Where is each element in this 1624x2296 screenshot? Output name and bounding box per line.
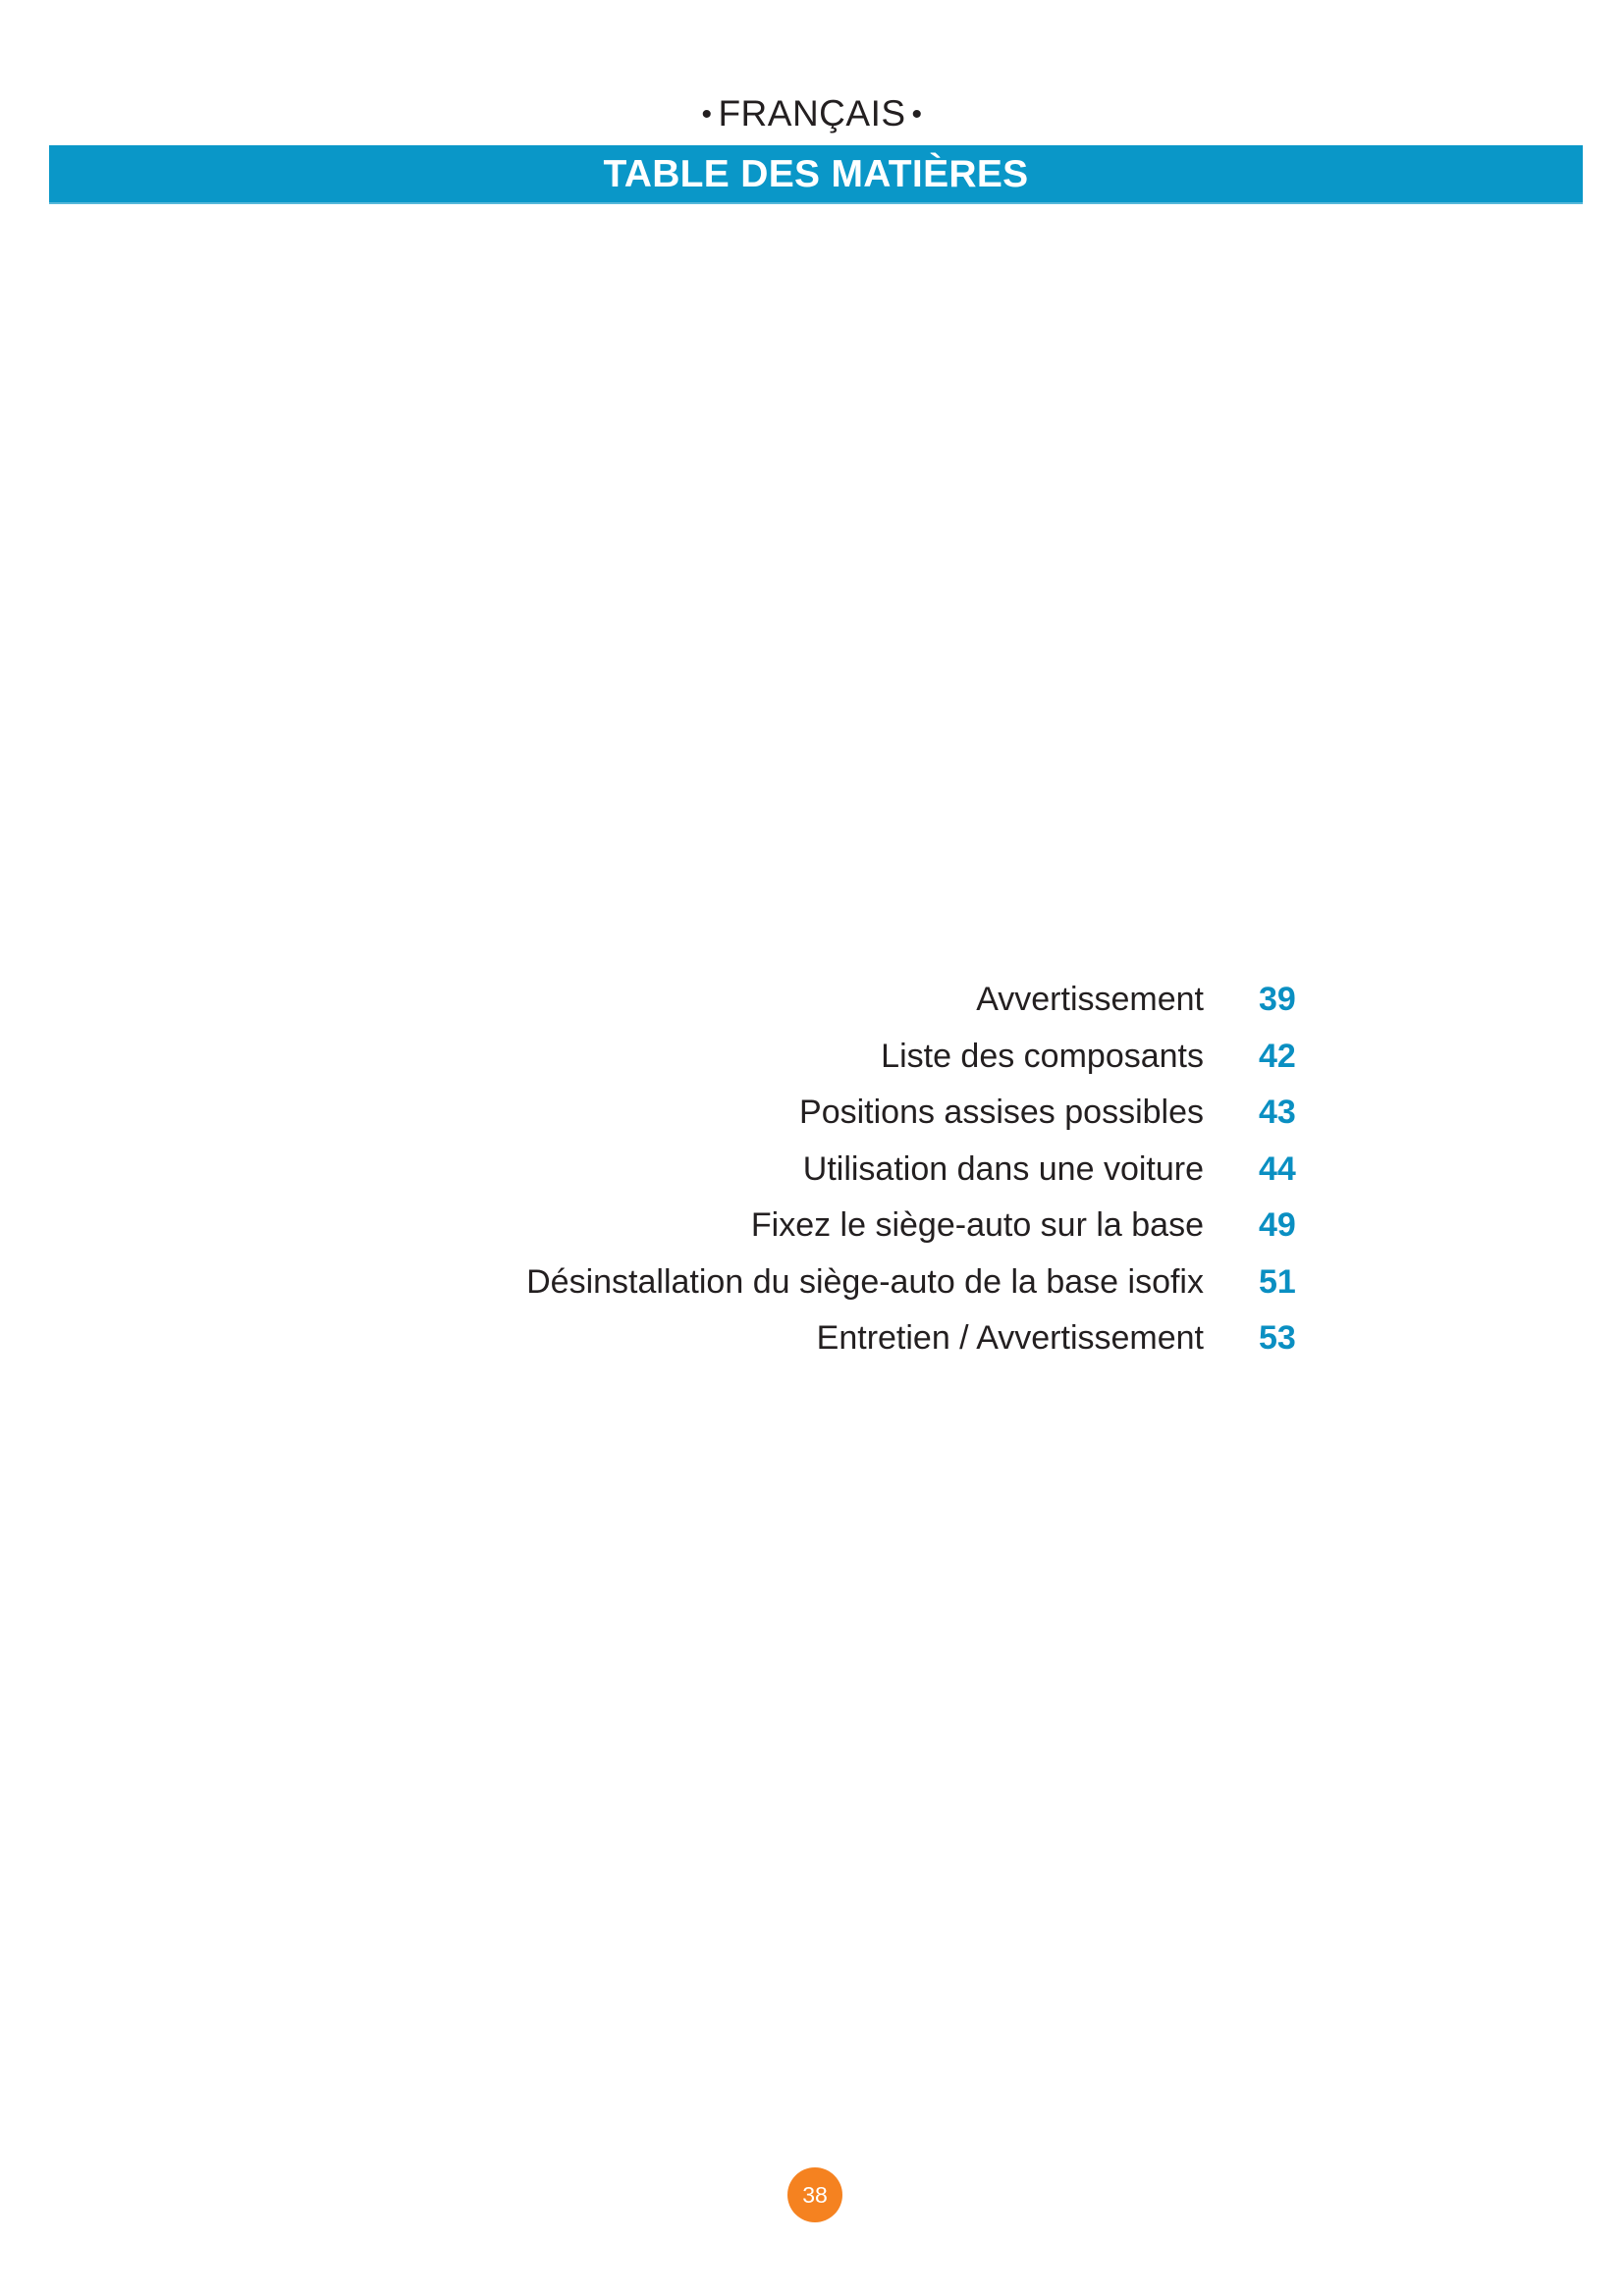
table-of-contents [0, 976, 1624, 1371]
page-number-badge: 38 [787, 2167, 842, 2222]
bullet-right: • [911, 98, 923, 131]
language-label: FRANÇAIS [718, 93, 906, 133]
toc-entry-label: Entretien / Avvertissement [816, 1319, 1204, 1357]
toc-entry-page: 39 [1259, 981, 1296, 1018]
toc-entry[interactable] [0, 976, 1624, 1033]
toc-entry-label: Avvertissement [976, 981, 1204, 1018]
toc-entry[interactable] [0, 1146, 1624, 1202]
toc-entry-label: Fixez le siège-auto sur la base [750, 1206, 1204, 1244]
toc-entry-page: 51 [1259, 1262, 1296, 1301]
toc-entry[interactable] [0, 1033, 1624, 1090]
toc-entry-label: Positions assises possibles [799, 1094, 1204, 1131]
toc-entry[interactable] [0, 1314, 1624, 1371]
toc-entry[interactable] [0, 1089, 1624, 1146]
title-bar [49, 145, 1583, 204]
toc-entry-page: 43 [1259, 1094, 1296, 1131]
toc-entry-label: Liste des composants [881, 1037, 1204, 1075]
toc-entry-page: 42 [1259, 1037, 1296, 1075]
toc-entry-label: Utilisation dans une voiture [802, 1149, 1204, 1188]
toc-entry[interactable] [0, 1258, 1624, 1315]
toc-entry-page: 44 [1259, 1149, 1296, 1188]
toc-entry-label: Désinstallation du siège-auto de la base isofix [526, 1262, 1204, 1301]
toc-entry[interactable] [0, 1201, 1624, 1258]
bullet-left: • [701, 98, 713, 131]
page-title: TABLE DES MATIÈRES [603, 153, 1029, 195]
toc-entry-page: 53 [1259, 1319, 1296, 1357]
language-header [0, 90, 1624, 138]
toc-entry-page: 49 [1259, 1206, 1296, 1244]
